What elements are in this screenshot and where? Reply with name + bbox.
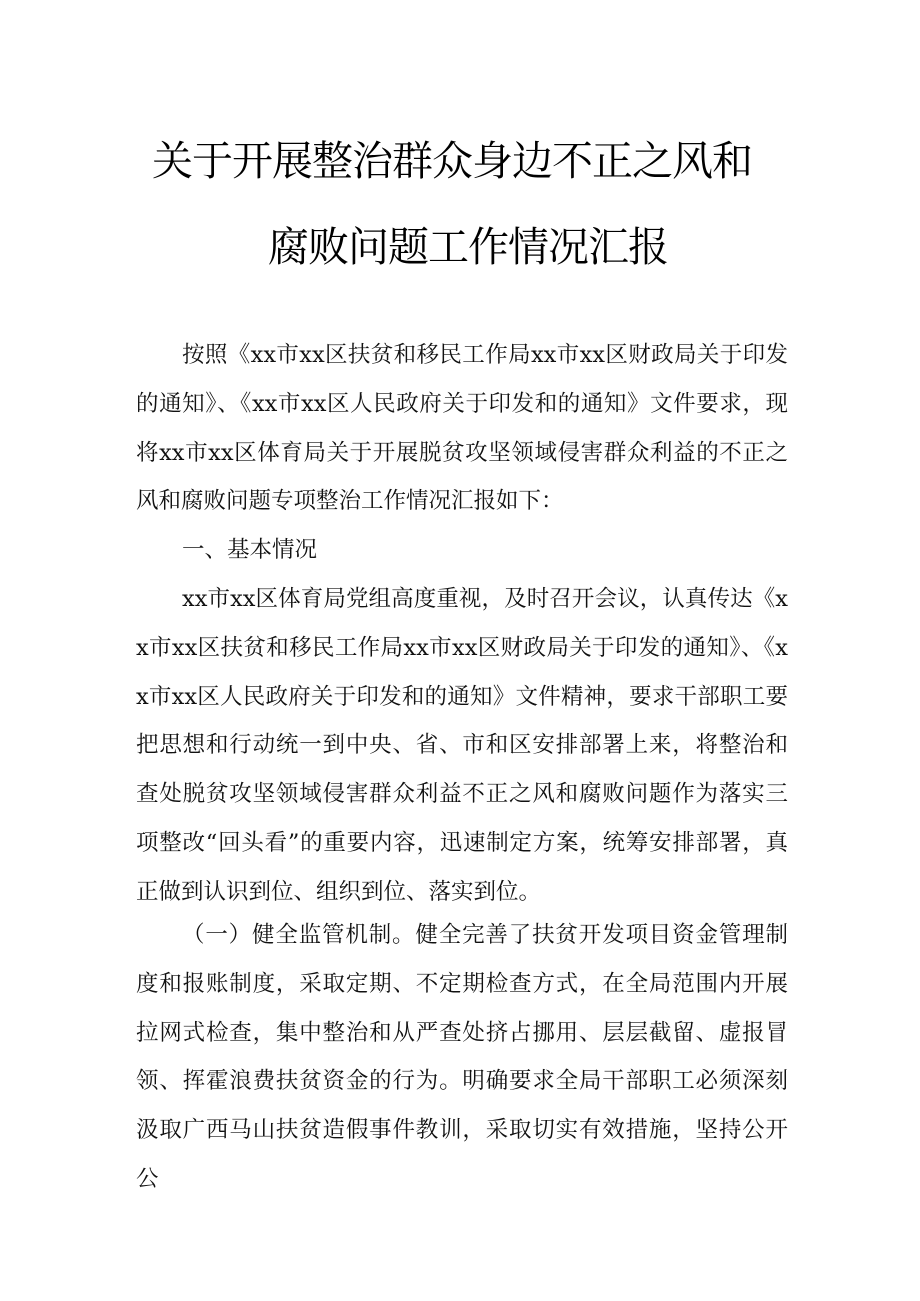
section-heading-basic-situation: 一、基本情况: [182, 537, 318, 563]
supervision-mechanism-paragraph: （一）健全监管机制。健全完善了扶贫开发项目资金管理制度和报账制度，采取定期、不定期检查方式，在全局范围内开展拉网式检查，集中整治和从严查处挤占挪用、层层截留、虚报冒领、挥霍浪费扶贫资金的行为。明确要求全局干部职工必须深刻汲取广西马山扶贫造假事件教训，采取切实有效措施，坚持公开公: [136, 922, 788, 1192]
basic-situation-paragraph: xx市xx区体育局党组高度重视，及时召开会议，认真传达《xx市xx区扶贫和移民工作局xx市xx区财政局关于印发的通知》、《xx市xx区人民政府关于印发和的通知》文件精神，要求干部职工要把思想和行动统一到中央、省、市和区安排部署上来，将整治和查处脱贫攻坚领域侵害群众利益不正之风和腐败问题作为落实三项整改“回头看”的重要内容，迅速制定方案，统筹安排部署，真正做到认识到位、组织到位、落实到位。: [136, 586, 788, 905]
document-title-line-2: 腐败问题工作情况汇报: [268, 223, 668, 271]
intro-paragraph: 按照《xx市xx区扶贫和移民工作局xx市xx区财政局关于印发的通知》、《xx市xx区人民政府关于印发和的通知》文件要求，现将xx市xx区体育局关于开展脱贫攻坚领域侵害群众利益的不正之风和腐败问题专项整治工作情况汇报如下：: [136, 342, 788, 515]
document-title-line-1: 关于开展整治群众身边不正之风和: [152, 137, 752, 185]
